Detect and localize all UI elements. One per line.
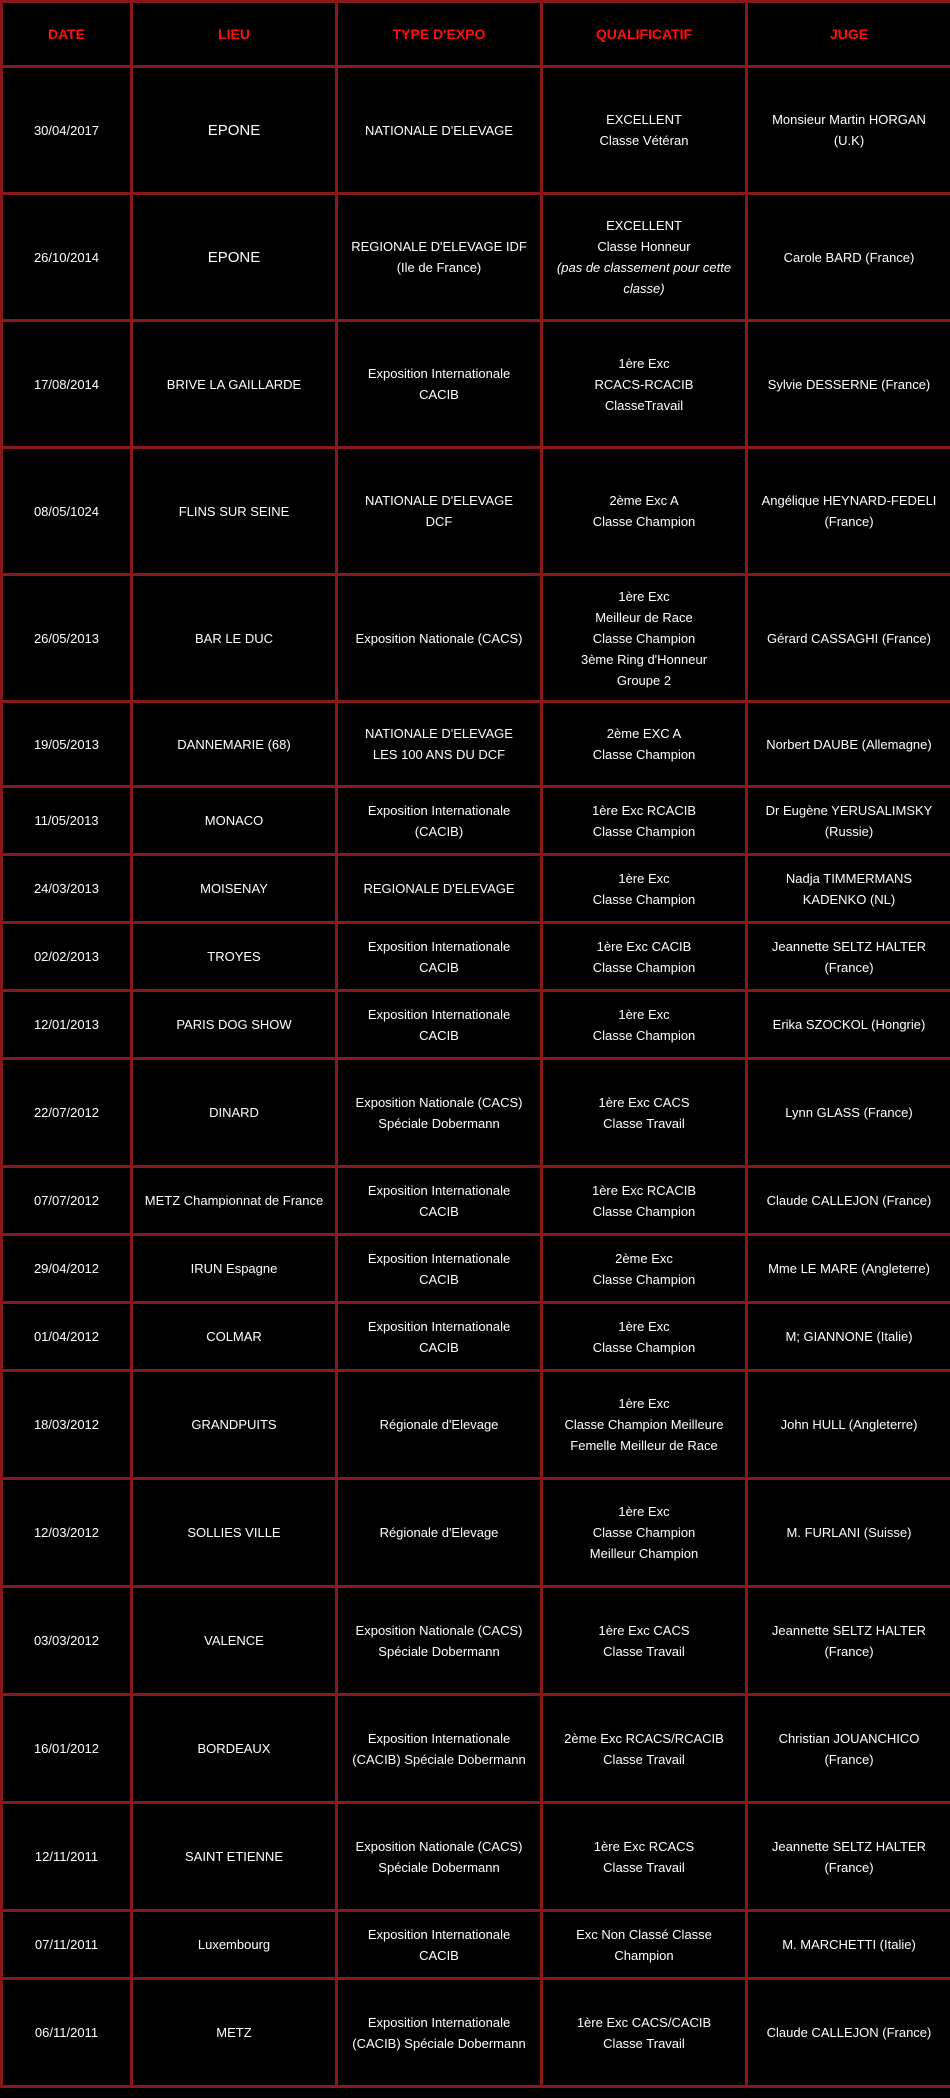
cell-lieu: PARIS DOG SHOW	[132, 991, 337, 1059]
table-row	[2, 855, 950, 923]
cell-type-line: Régionale d'Elevage	[379, 1417, 499, 1432]
cell-juge	[747, 1235, 950, 1303]
cell-type-line: Exposition Internationale	[367, 366, 511, 381]
cell-juge-line: Gérard CASSAGHI (France)	[767, 630, 931, 646]
table-row	[2, 1235, 950, 1303]
cell-juge	[747, 855, 950, 923]
cell-date: 16/01/2012	[2, 1695, 132, 1803]
cell-juge-line: (France)	[824, 514, 874, 529]
cell-date: 01/04/2012	[2, 1303, 132, 1371]
cell-qualificatif-line: 1ère Exc RCACS	[593, 1838, 695, 1854]
table-row	[2, 194, 950, 321]
cell-juge	[747, 1803, 950, 1911]
cell-qualificatif-line: 1ère Exc CACS/CACIB	[576, 2014, 712, 2030]
table-row	[2, 702, 950, 787]
table-row	[2, 1479, 950, 1587]
cell-type-line: CACIB	[419, 1947, 459, 1963]
cell-qualificatif-line: Classe Vétéran	[599, 133, 689, 148]
cell-type	[337, 702, 542, 787]
header-juge: JUGE	[747, 2, 950, 67]
cell-type-line: CACIB	[419, 1339, 459, 1355]
cell-date: 07/07/2012	[2, 1167, 132, 1235]
cell-type-line: NATIONALE D'ELEVAGE	[365, 726, 513, 741]
cell-juge	[747, 1695, 950, 1803]
table-row	[2, 1059, 950, 1167]
cell-qualificatif	[542, 702, 747, 787]
cell-type	[337, 1235, 542, 1303]
table-row	[2, 1803, 950, 1911]
cell-qualificatif-line: Classe Champion	[592, 1027, 696, 1043]
cell-juge-line: Christian JOUANCHICO	[778, 1730, 920, 1746]
cell-type-line: CACIB	[419, 1203, 459, 1219]
cell-qualificatif	[542, 1587, 747, 1695]
cell-qualificatif-line: 1ère Exc RCACIB	[591, 1182, 697, 1198]
cell-juge-line: Lynn GLASS (France)	[785, 1105, 913, 1120]
cell-juge	[747, 1371, 950, 1479]
cell-lieu: SAINT ETIENNE	[132, 1803, 337, 1911]
cell-lieu: GRANDPUITS	[132, 1371, 337, 1479]
cell-date: 30/04/2017	[2, 67, 132, 194]
cell-date: 03/03/2012	[2, 1587, 132, 1695]
cell-qualificatif-line: Classe Champion Meilleure	[564, 1417, 724, 1432]
cell-type-line: DCF	[425, 514, 453, 529]
table-row	[2, 1167, 950, 1235]
cell-qualificatif-line: Champion	[614, 1947, 674, 1963]
table-row	[2, 448, 950, 575]
cell-lieu: BORDEAUX	[132, 1695, 337, 1803]
header-qualificatif: QUALIFICATIF	[542, 2, 747, 67]
cell-juge-line: (France)	[824, 959, 874, 975]
cell-qualificatif	[542, 1303, 747, 1371]
cell-qualificatif	[542, 1479, 747, 1587]
cell-date: 17/08/2014	[2, 321, 132, 448]
cell-qualificatif-line: Exc Non Classé Classe	[576, 1926, 712, 1942]
cell-qualificatif-line: 1ère Exc	[618, 588, 670, 604]
cell-juge	[747, 1303, 950, 1371]
header-lieu: LIEU	[132, 2, 337, 67]
cell-qualificatif-line: Classe Champion	[592, 959, 696, 975]
cell-type	[337, 321, 542, 448]
cell-juge	[747, 787, 950, 855]
cell-qualificatif-line: RCACS-RCACIB	[594, 376, 694, 392]
cell-qualificatif-line: 1ère Exc CACIB	[596, 938, 692, 954]
cell-qualificatif-line: Classe Travail	[603, 1751, 685, 1767]
cell-type	[337, 67, 542, 194]
cell-juge	[747, 1479, 950, 1587]
cell-qualificatif-line: Classe Champion	[592, 1271, 696, 1287]
cell-qualificatif-line: Classe Champion	[592, 747, 696, 762]
table-row	[2, 1303, 950, 1371]
table-row	[2, 321, 950, 448]
cell-type	[337, 1587, 542, 1695]
cell-type-line: Exposition Internationale	[367, 1730, 511, 1746]
cell-qualificatif	[542, 448, 747, 575]
cell-date: 18/03/2012	[2, 1371, 132, 1479]
cell-type-line: Spéciale Dobermann	[378, 1115, 500, 1131]
cell-type-line: Exposition Nationale (CACS)	[355, 630, 523, 646]
cell-type-line: Exposition Internationale	[367, 1182, 511, 1198]
cell-juge	[747, 448, 950, 575]
cell-juge	[747, 1911, 950, 1979]
cell-type	[337, 923, 542, 991]
cell-qualificatif-line: Classe Travail	[603, 2035, 685, 2051]
cell-date: 24/03/2013	[2, 855, 132, 923]
cell-lieu: METZ	[132, 1979, 337, 2087]
cell-type-line: NATIONALE D'ELEVAGE	[365, 493, 513, 508]
cell-type	[337, 194, 542, 321]
cell-type-line: Exposition Internationale	[367, 1318, 511, 1334]
cell-juge-line: Jeannette SELTZ HALTER	[771, 938, 927, 954]
cell-qualificatif	[542, 1235, 747, 1303]
cell-lieu: IRUN Espagne	[132, 1235, 337, 1303]
cell-qualificatif-line: 2ème Exc RCACS/RCACIB	[564, 1730, 724, 1746]
cell-qualificatif-line: 2ème Exc	[615, 1250, 673, 1266]
cell-juge-line: Mme LE MARE (Angleterre)	[768, 1261, 930, 1276]
cell-lieu: Luxembourg	[132, 1911, 337, 1979]
cell-qualificatif-line: 2ème EXC A	[606, 726, 682, 741]
cell-qualificatif-line: 1ère Exc	[618, 1396, 670, 1411]
cell-lieu: EPONE	[132, 194, 337, 321]
cell-juge-line: Claude CALLEJON (France)	[766, 2025, 932, 2040]
cell-qualificatif	[542, 923, 747, 991]
cell-qualificatif-line: Classe Champion	[592, 1203, 696, 1219]
cell-type	[337, 991, 542, 1059]
cell-type-line: Exposition Internationale	[367, 1926, 511, 1942]
cell-lieu: COLMAR	[132, 1303, 337, 1371]
cell-qualificatif	[542, 1911, 747, 1979]
cell-lieu: BRIVE LA GAILLARDE	[132, 321, 337, 448]
cell-juge-line: (France)	[824, 1751, 874, 1767]
cell-qualificatif	[542, 1695, 747, 1803]
cell-lieu: BAR LE DUC	[132, 575, 337, 702]
cell-qualificatif-line: EXCELLENT	[606, 112, 682, 127]
cell-type	[337, 448, 542, 575]
cell-type-line: (CACIB) Spéciale Dobermann	[352, 2035, 526, 2051]
cell-type-line: CACIB	[419, 959, 459, 975]
cell-qualificatif	[542, 194, 747, 321]
cell-type	[337, 1911, 542, 1979]
table-row	[2, 923, 950, 991]
cell-date: 26/05/2013	[2, 575, 132, 702]
cell-lieu: VALENCE	[132, 1587, 337, 1695]
cell-date: 12/11/2011	[2, 1803, 132, 1911]
cell-type-line: (CACIB)	[414, 823, 464, 839]
cell-type-line: REGIONALE D'ELEVAGE	[363, 881, 515, 896]
cell-qualificatif-line: Classe Champion	[592, 514, 696, 529]
cell-type	[337, 1803, 542, 1911]
cell-qualificatif-line: Meilleur de Race	[595, 609, 693, 625]
table-row	[2, 1695, 950, 1803]
cell-date: 19/05/2013	[2, 702, 132, 787]
cell-type	[337, 1979, 542, 2087]
cell-qualificatif-line: 1ère Exc	[618, 1504, 670, 1519]
cell-type-line: LES 100 ANS DU DCF	[372, 747, 506, 762]
cell-date: 29/04/2012	[2, 1235, 132, 1303]
cell-qualificatif-line: Groupe 2	[616, 672, 672, 688]
cell-type-line: CACIB	[419, 387, 459, 402]
cell-qualificatif-line: Classe Champion	[592, 891, 696, 907]
header-row	[2, 2, 950, 67]
cell-qualificatif	[542, 1167, 747, 1235]
table-row	[2, 575, 950, 702]
cell-lieu: TROYES	[132, 923, 337, 991]
cell-qualificatif-line: 2ème Exc A	[609, 493, 679, 508]
cell-type-line: CACIB	[419, 1027, 459, 1043]
cell-juge	[747, 1587, 950, 1695]
header-date: DATE	[2, 2, 132, 67]
cell-date: 06/11/2011	[2, 1979, 132, 2087]
header-type: TYPE D'EXPO	[337, 2, 542, 67]
table-row	[2, 1911, 950, 1979]
cell-type-line: Spéciale Dobermann	[378, 1643, 500, 1659]
cell-juge-line: Monsieur Martin HORGAN	[772, 112, 926, 127]
cell-qualificatif-line: 1ère Exc	[618, 355, 670, 371]
cell-qualificatif-line: 1ère Exc	[618, 1006, 670, 1022]
cell-juge-line: (Russie)	[824, 823, 874, 839]
cell-juge-line: Angélique HEYNARD-FEDELI	[761, 493, 937, 508]
cell-qualificatif-line: Classe Champion	[592, 630, 696, 646]
cell-juge-line: Norbert DAUBE (Allemagne)	[766, 736, 932, 752]
cell-qualificatif	[542, 855, 747, 923]
cell-type-line: Régionale d'Elevage	[379, 1525, 499, 1540]
cell-qualificatif-line: 1ère Exc RCACIB	[591, 802, 697, 818]
cell-juge	[747, 991, 950, 1059]
cell-type-line: NATIONALE D'ELEVAGE	[365, 122, 513, 138]
cell-type	[337, 1167, 542, 1235]
cell-juge-line: M. MARCHETTI (Italie)	[782, 1937, 916, 1952]
cell-qualificatif-line: EXCELLENT	[606, 218, 682, 233]
cell-qualificatif-note: (pas de classement pour cette classe)	[556, 260, 732, 296]
cell-lieu: EPONE	[132, 67, 337, 194]
cell-juge	[747, 923, 950, 991]
cell-date: 22/07/2012	[2, 1059, 132, 1167]
cell-juge-line: Claude CALLEJON (France)	[766, 1193, 932, 1208]
cell-juge-line: Erika SZOCKOL (Hongrie)	[772, 1017, 926, 1032]
cell-qualificatif-line: 1ère Exc CACS	[598, 1622, 690, 1638]
cell-qualificatif	[542, 787, 747, 855]
cell-lieu: METZ Championnat de France	[132, 1167, 337, 1235]
cell-lieu: DANNEMARIE (68)	[132, 702, 337, 787]
cell-qualificatif-line: Classe Travail	[603, 1115, 685, 1131]
cell-type-line: (CACIB) Spéciale Dobermann	[352, 1751, 526, 1767]
cell-juge	[747, 575, 950, 702]
cell-date: 08/05/1024	[2, 448, 132, 575]
cell-type	[337, 855, 542, 923]
cell-type-line: Exposition Internationale	[367, 1250, 511, 1266]
cell-qualificatif-line: Classe Travail	[603, 1859, 685, 1875]
table-row	[2, 1587, 950, 1695]
table-row	[2, 991, 950, 1059]
cell-qualificatif-line: Classe Travail	[603, 1643, 685, 1659]
cell-type-line: Exposition Nationale (CACS)	[355, 1094, 523, 1110]
cell-juge	[747, 67, 950, 194]
cell-juge-line: M; GIANNONE (Italie)	[785, 1329, 913, 1344]
cell-qualificatif	[542, 321, 747, 448]
cell-type-line: Exposition Nationale (CACS)	[355, 1622, 523, 1638]
cell-type	[337, 1479, 542, 1587]
cell-juge-line: (France)	[824, 1643, 874, 1659]
cell-juge-line: KADENKO (NL)	[802, 891, 896, 907]
cell-juge-line: (U.K)	[833, 133, 865, 148]
cell-date: 07/11/2011	[2, 1911, 132, 1979]
cell-juge-line: M. FURLANI (Suisse)	[786, 1525, 912, 1540]
cell-qualificatif	[542, 1803, 747, 1911]
cell-lieu: MONACO	[132, 787, 337, 855]
cell-juge	[747, 1979, 950, 2087]
cell-qualificatif-line: Classe Champion	[592, 1339, 696, 1355]
cell-type	[337, 1695, 542, 1803]
cell-qualificatif-line: 1ère Exc	[618, 1318, 670, 1334]
cell-type-line: Spéciale Dobermann	[378, 1859, 500, 1875]
cell-type	[337, 575, 542, 702]
cell-date: 26/10/2014	[2, 194, 132, 321]
cell-juge-line: (France)	[824, 1859, 874, 1875]
cell-qualificatif	[542, 575, 747, 702]
cell-qualificatif-line: Classe Champion	[592, 1525, 696, 1540]
table-row	[2, 1979, 950, 2087]
cell-qualificatif	[542, 67, 747, 194]
cell-lieu: DINARD	[132, 1059, 337, 1167]
cell-juge	[747, 1167, 950, 1235]
cell-type-line: Exposition Nationale (CACS)	[355, 1838, 523, 1854]
cell-juge-line: Jeannette SELTZ HALTER	[771, 1838, 927, 1854]
cell-type	[337, 787, 542, 855]
cell-qualificatif-line: 1ère Exc CACS	[598, 1094, 690, 1110]
cell-lieu: MOISENAY	[132, 855, 337, 923]
cell-juge-line: Sylvie DESSERNE (France)	[767, 376, 931, 392]
cell-juge-line: Nadja TIMMERMANS	[785, 870, 913, 886]
cell-date: 02/02/2013	[2, 923, 132, 991]
cell-juge	[747, 194, 950, 321]
cell-qualificatif-line: Meilleur Champion	[589, 1546, 699, 1561]
cell-qualificatif-line: ClasseTravail	[604, 397, 684, 413]
cell-type-line: REGIONALE D'ELEVAGE IDF	[351, 239, 527, 254]
cell-type-line: Exposition Internationale	[367, 938, 511, 954]
cell-date: 12/03/2012	[2, 1479, 132, 1587]
cell-qualificatif-line: Femelle Meilleur de Race	[570, 1438, 718, 1453]
cell-type-line: Exposition Internationale	[367, 802, 511, 818]
cell-lieu: FLINS SUR SEINE	[132, 448, 337, 575]
cell-juge-line: John HULL (Angleterre)	[780, 1417, 918, 1432]
cell-qualificatif	[542, 1979, 747, 2087]
cell-qualificatif-line: Classe Champion	[592, 823, 696, 839]
cell-qualificatif	[542, 1059, 747, 1167]
cell-date: 11/05/2013	[2, 787, 132, 855]
cell-qualificatif-line: 3ème Ring d'Honneur	[580, 651, 708, 667]
cell-type	[337, 1371, 542, 1479]
cell-juge	[747, 1059, 950, 1167]
cell-qualificatif-line: Classe Honneur	[597, 239, 691, 254]
cell-type-line: Exposition Internationale	[367, 2014, 511, 2030]
cell-juge	[747, 702, 950, 787]
table-row	[2, 787, 950, 855]
cell-date: 12/01/2013	[2, 991, 132, 1059]
cell-type-line: CACIB	[419, 1271, 459, 1287]
cell-qualificatif	[542, 1371, 747, 1479]
cell-lieu: SOLLIES VILLE	[132, 1479, 337, 1587]
cell-juge-line: Dr Eugène YERUSALIMSKY	[765, 802, 933, 818]
cell-qualificatif-line: 1ère Exc	[618, 870, 670, 886]
cell-juge	[747, 321, 950, 448]
cell-type-line: Exposition Internationale	[367, 1006, 511, 1022]
cell-type-line: (Ile de France)	[396, 260, 482, 275]
cell-juge-line: Jeannette SELTZ HALTER	[771, 1622, 927, 1638]
cell-type	[337, 1303, 542, 1371]
table-row	[2, 1371, 950, 1479]
table-row	[2, 67, 950, 194]
cell-juge-line: Carole BARD (France)	[783, 249, 915, 265]
cell-qualificatif	[542, 991, 747, 1059]
cell-type	[337, 1059, 542, 1167]
